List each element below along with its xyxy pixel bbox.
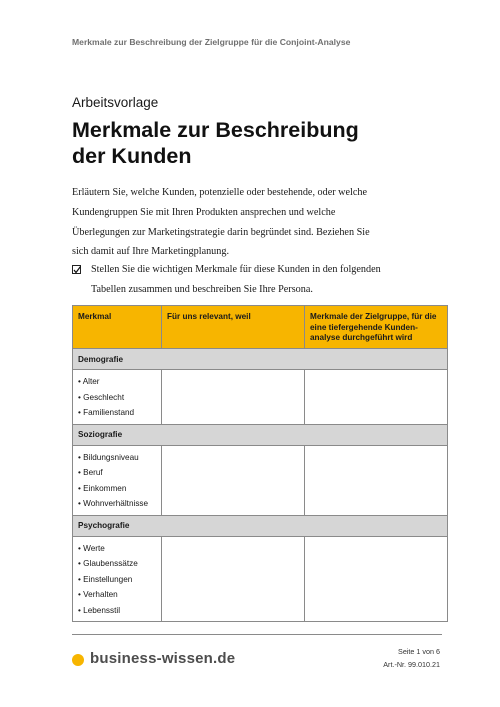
task-instruction (72, 260, 382, 299)
section-title: Soziografie (73, 424, 448, 445)
list-item: • Beruf (78, 468, 103, 477)
section-row-soziografie (73, 424, 448, 445)
list-item: • Alter (78, 377, 100, 386)
list-item: • Glaubenssätze (78, 559, 138, 568)
page-number: Seite 1 von 6 (398, 647, 440, 656)
column-header-merkmal: Merkmal (73, 306, 162, 349)
article-number: Art.-Nr. 99.010.21 (383, 660, 440, 669)
running-header: Merkmale zur Beschreibung der Zielgruppe für die Conjoint-Analyse (72, 37, 351, 47)
list-item: • Bildungsniveau (78, 452, 139, 462)
list-item: • Wohnverhältnisse (78, 499, 149, 508)
page-info (383, 645, 440, 671)
table-row (73, 536, 448, 622)
list-item: • Verhalten (78, 590, 118, 599)
table-row (73, 445, 448, 515)
checkbox-checked-icon (72, 265, 81, 274)
table-row (73, 370, 448, 425)
intro-line: sich damit auf Ihre Marketingplanung. (72, 246, 230, 258)
relevance-cell[interactable] (162, 445, 305, 515)
section-row-demografie (73, 349, 448, 370)
title-line: Merkmale zur Beschreibung (72, 118, 359, 142)
criteria-list (73, 370, 162, 425)
document-title (72, 117, 359, 169)
task-line: Tabellen zusammen und beschreiben Sie Ihre Persona. (91, 283, 313, 295)
column-header-relevant: Für uns relevant, weil (162, 306, 305, 349)
logo-wordmark: business-wissen.de (90, 650, 236, 667)
relevance-cell[interactable] (162, 536, 305, 622)
list-item: • Werte (78, 543, 105, 553)
target-group-cell[interactable] (305, 536, 448, 622)
criteria-list (73, 536, 162, 622)
footer-divider (72, 634, 442, 635)
task-line: Stellen Sie die wichtigen Merkmale für diese Kunden in den folgenden (91, 264, 381, 275)
criteria-list (73, 445, 162, 515)
section-row-psychografie (73, 515, 448, 536)
list-item: • Geschlecht (78, 392, 125, 402)
list-item: • Familienstand (78, 408, 135, 417)
logo-dot-icon (72, 654, 84, 666)
table-header-row (73, 306, 448, 349)
intro-line: Erläutern Sie, welche Kunden, potenzielle oder bestehende, oder welche (72, 187, 368, 198)
target-group-cell[interactable] (305, 445, 448, 515)
section-title: Psychografie (73, 515, 448, 536)
column-header-zielgruppe: Merkmale der Zielgruppe, für die eine tiefergehende Kunden-analyse durchgeführt wird (305, 306, 448, 349)
intro-line: Überlegungen zur Marketingstrategie darin begründet sind. Beziehen Sie (72, 226, 370, 238)
intro-paragraph (72, 183, 370, 262)
list-item: • Einkommen (78, 483, 127, 493)
relevance-cell[interactable] (162, 370, 305, 425)
section-title: Demografie (73, 349, 448, 370)
intro-line: Kundengruppen Sie mit Ihren Produkten ansprechen und welche (72, 206, 336, 218)
title-line: der Kunden (72, 144, 192, 168)
target-group-cell[interactable] (305, 370, 448, 425)
document-subtitle: Arbeitsvorlage (72, 95, 159, 110)
list-item: • Lebensstil (78, 605, 121, 615)
list-item: • Einstellungen (78, 574, 133, 584)
criteria-table (72, 305, 448, 622)
